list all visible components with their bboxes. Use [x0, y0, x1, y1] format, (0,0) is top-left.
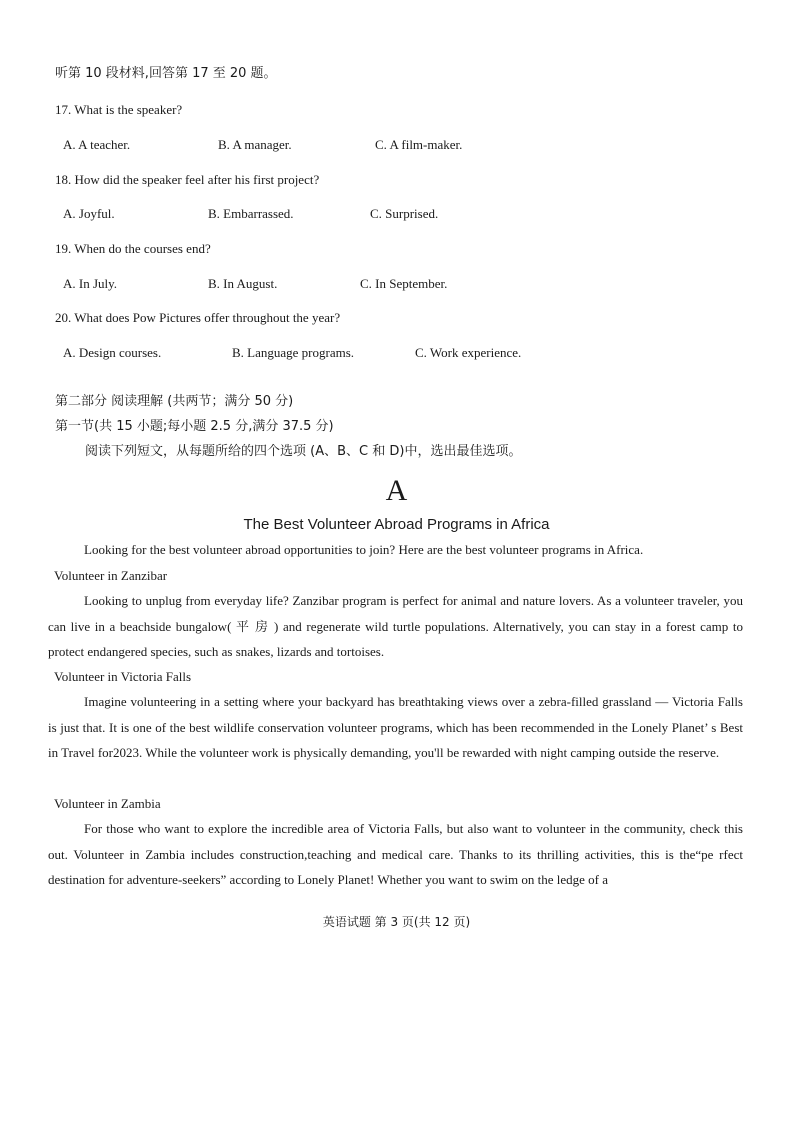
- part2-title: 第二部分 阅读理解 (共两节；满分 50 分): [55, 394, 294, 409]
- section-text: For those who want to explore the incredible area of Victoria Falls, but also want to volunteer in the community, check this out. Volunteer in Zambia includes construction,teaching and medical care. Thanks to its thrilling activities, this is the“pe rfect destination for adventure-seekers” according to Lonely Planet! Whether you want to swim on the ledge of a: [48, 821, 743, 887]
- option-c: C. A film-maker.: [375, 137, 463, 152]
- option-a: A. In July.: [63, 276, 118, 291]
- intro-paragraph: [48, 537, 743, 563]
- section-paragraph: [48, 689, 743, 766]
- option-c: C. Work experience.: [415, 345, 522, 360]
- listening-header: 听第 10 段材料,回答第 17 至 20 题。: [55, 66, 277, 81]
- option-b: B. In August.: [208, 276, 278, 291]
- section-paragraph: [48, 816, 743, 893]
- option-b: B. A manager.: [218, 137, 292, 152]
- section-paragraph: [48, 588, 743, 665]
- section-heading: Volunteer in Zanzibar: [54, 568, 168, 583]
- section-text: Imagine volunteering in a setting where your backyard has breathtaking views over a zebra-filled grassland — Victoria Falls is just that. It is one of the best wildlife conservation volunteer programs, which has been recommended in the Lonely Planet’ s Best in Travel for2023. While the volunteer work is physically demanding, you'll be rewarded with night camping outside the reserve.: [48, 694, 743, 760]
- question-stem: 17. What is the speaker?: [55, 102, 183, 117]
- section-text: Looking to unplug from everyday life? Zanzibar program is perfect for animal and nature lovers. As a volunteer traveler, you can live in a beachside bungalow( 平 房 ) and regenerate wild turtle populations. Alternatively, you can stay in a forest camp to protect endangered species, such as snakes, lizards and tortoises.: [48, 593, 743, 659]
- passage-title: The Best Volunteer Abroad Programs in Africa: [243, 516, 550, 533]
- intro-text: Looking for the best volunteer abroad opportunities to join? Here are the best volunteer programs in Africa.: [84, 542, 644, 557]
- page-footer: 英语试题 第 3 页(共 12 页): [322, 915, 471, 929]
- option-b: B. Language programs.: [232, 345, 355, 360]
- option-a: A. Design courses.: [63, 345, 162, 360]
- passage-letter: A: [385, 474, 408, 507]
- section-heading: Volunteer in Zambia: [54, 796, 161, 811]
- question-stem: 20. What does Pow Pictures offer throughout the year?: [55, 310, 341, 325]
- option-a: A. Joyful.: [63, 206, 115, 221]
- instructions: 阅读下列短文，从每题所给的四个选项 (A、B、C 和 D)中，选出最佳选项。: [85, 444, 522, 459]
- option-b: B. Embarrassed.: [208, 206, 294, 221]
- section-heading: Volunteer in Victoria Falls: [54, 669, 192, 684]
- question-stem: 19. When do the courses end?: [55, 241, 211, 256]
- question-stem: 18. How did the speaker feel after his first project?: [55, 172, 320, 187]
- option-a: A. A teacher.: [63, 137, 131, 152]
- option-c: C. Surprised.: [370, 206, 439, 221]
- section1-title: 第一节(共 15 小题;每小题 2.5 分,满分 37.5 分): [55, 419, 334, 434]
- option-c: C. In September.: [360, 276, 448, 291]
